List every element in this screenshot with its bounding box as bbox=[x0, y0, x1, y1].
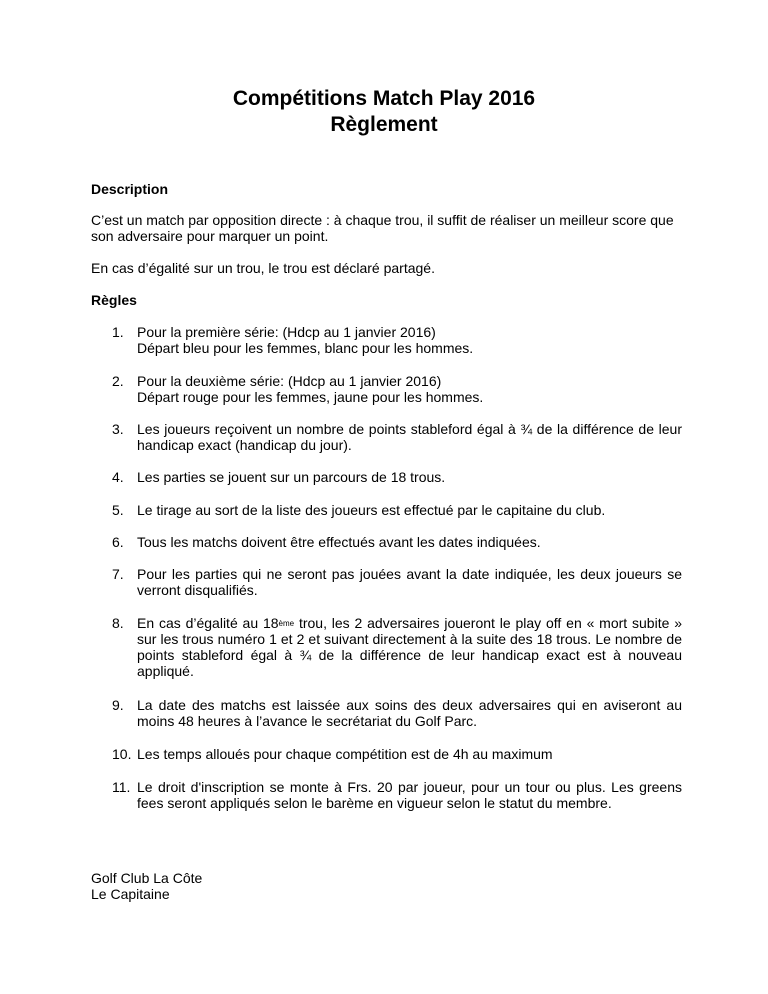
rule-number: 6. bbox=[112, 534, 124, 550]
rule-number: 3. bbox=[112, 421, 124, 437]
rule-text-line: Départ bleu pour les femmes, blanc pour les hommes. bbox=[137, 340, 474, 356]
rules-heading: Règles bbox=[91, 292, 137, 308]
description-paragraph-2: En cas d’égalité sur un trou, le trou est déclaré partagé. bbox=[91, 260, 435, 276]
rule-number: 8. bbox=[112, 615, 124, 631]
rule-text: Les temps alloués pour chaque compétition est de 4h au maximum bbox=[137, 746, 553, 762]
rule-number: 10. bbox=[112, 746, 132, 762]
rule-text-line: Pour la première série: (Hdcp au 1 janvier 2016) bbox=[137, 324, 436, 340]
rule-text: Les parties se jouent sur un parcours de 18 trous. bbox=[137, 469, 446, 485]
rule-number: 4. bbox=[112, 469, 124, 485]
rule-text: Tous les matchs doivent être effectués avant les dates indiquées. bbox=[137, 534, 541, 550]
rule-number: 5. bbox=[112, 502, 124, 518]
rule-text: La date des matchs est laissée aux soins des deux adversaires qui en aviseront au moins 48 heures à l’avance le secrétariat du Golf Parc. bbox=[137, 697, 682, 729]
signature-role: Le Capitaine bbox=[91, 886, 170, 902]
rule-text: Le tirage au sort de la liste des joueurs est effectué par le capitaine du club. bbox=[137, 502, 606, 518]
rule-number: 1. bbox=[112, 324, 124, 340]
rule-text: Les joueurs reçoivent un nombre de points stableford égal à ¾ de la différence de leur handicap exact (handicap du jour). bbox=[137, 421, 682, 453]
rule-text: Le droit d'inscription se monte à Frs. 20 par joueur, pour un tour ou plus. Les greens fees seront appliqués selon le barème en vigueur selon le statut du membre. bbox=[137, 779, 682, 811]
rule-number: 11. bbox=[112, 779, 131, 795]
rule-number: 7. bbox=[112, 566, 124, 582]
rule-text: Pour les parties qui ne seront pas jouées avant la date indiquée, les deux joueurs se verront disqualifiés. bbox=[137, 566, 682, 598]
rule-text-part: En cas d’égalité au 18 bbox=[137, 615, 279, 631]
rule-text-line: Départ rouge pour les femmes, jaune pour les hommes. bbox=[137, 389, 484, 405]
rule-text-line: Pour la deuxième série: (Hdcp au 1 janvier 2016) bbox=[137, 373, 442, 389]
rule-number: 2. bbox=[112, 373, 124, 389]
page-subtitle: Règlement bbox=[330, 113, 438, 136]
signature-club: Golf Club La Côte bbox=[91, 870, 203, 886]
rule-text-part: trou, les 2 adversaires joueront le play off en « mort subite » sur les trous numéro 1 et 2 et suivant directement à la suite des 18 trous. Le nombre de points stableford égal à ¾ de la différence de leur handicap exact est à nouveau appliqué. bbox=[137, 615, 682, 679]
rule-number: 9. bbox=[112, 697, 124, 713]
rule-text-superscript: ème bbox=[278, 619, 295, 628]
description-paragraph-1: C’est un match par opposition directe : à chaque trou, il suffit de réaliser un meilleur score que son adversaire pour marquer un point. bbox=[91, 212, 674, 244]
description-heading: Description bbox=[91, 181, 169, 197]
rule-text bbox=[137, 615, 682, 679]
page-title: Compétitions Match Play 2016 bbox=[232, 87, 536, 110]
